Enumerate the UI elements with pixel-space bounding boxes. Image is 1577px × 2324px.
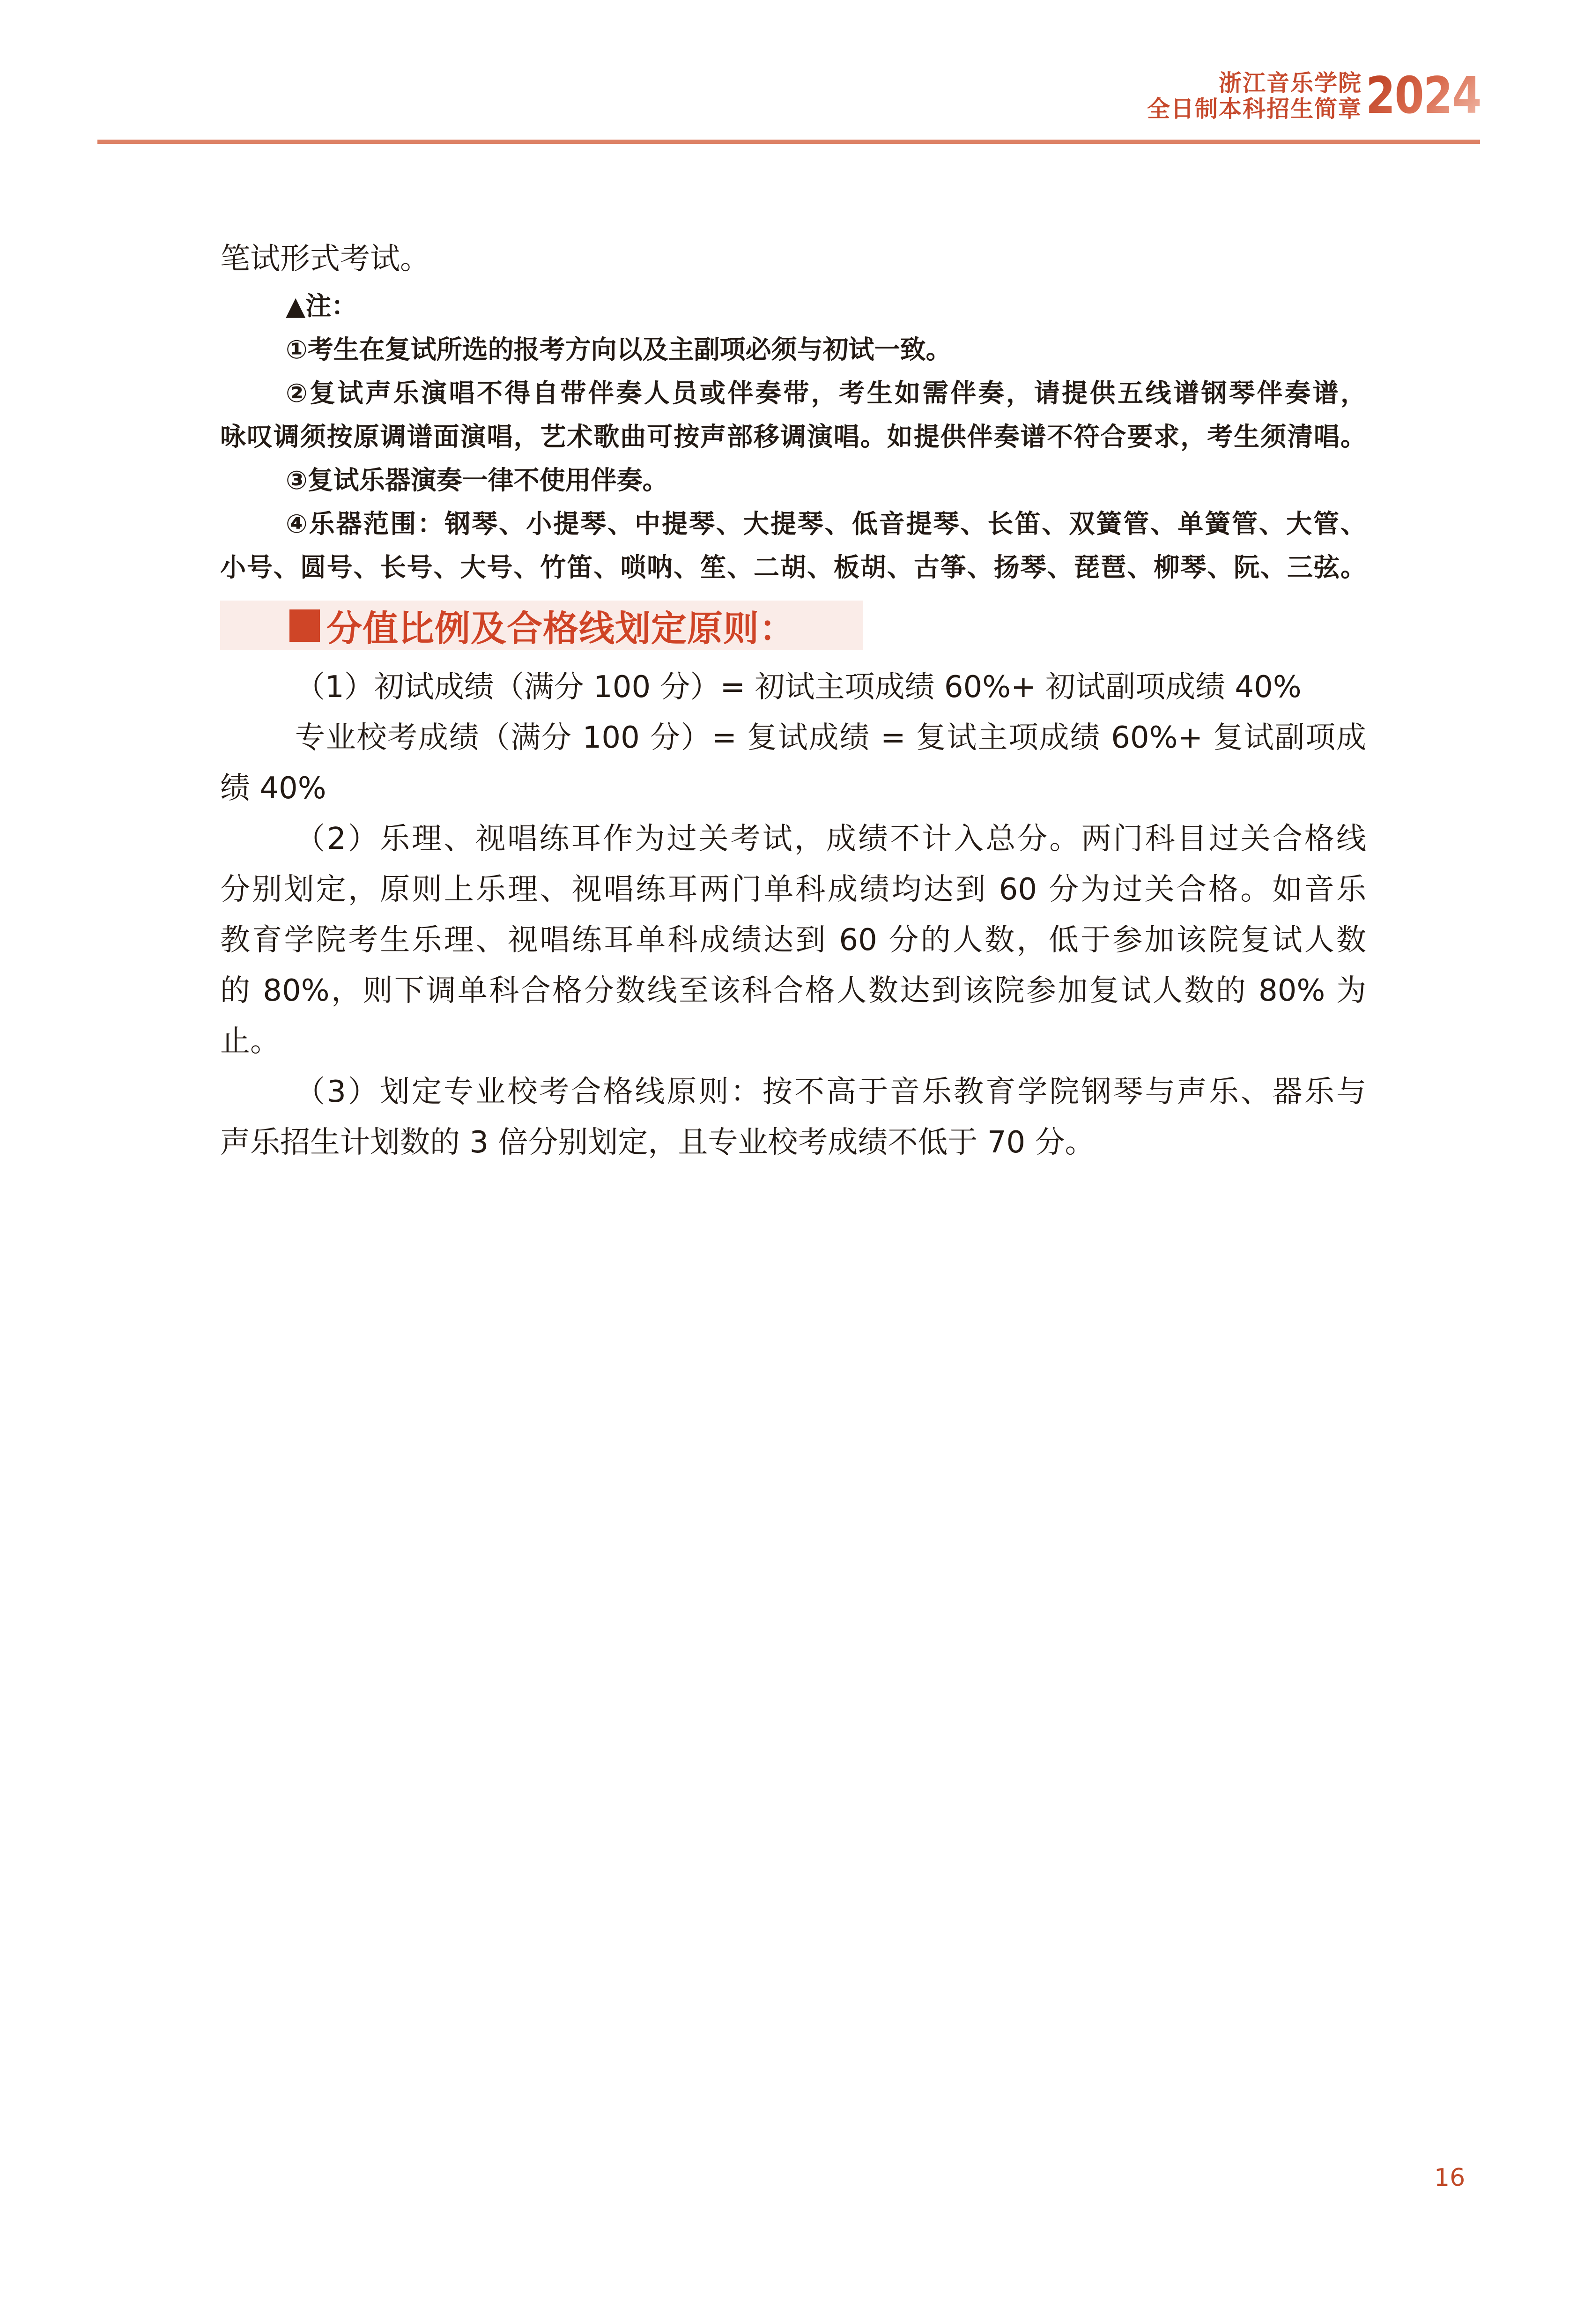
text-line: ①考生在复试所选的报考方向以及主副项必须与初试一致。 [286,334,952,364]
text-line: ②复试声乐演唱不得自带伴奏人员或伴奏带，考生如需伴奏，请提供五线谱钢琴伴奏谱， [286,378,1366,408]
text-line: ▲注： [286,291,357,321]
header-brochure-title: 全日制本科招生简章 [1147,96,1362,122]
header-school-name: 浙江音乐学院 [1218,70,1362,97]
notes-block [220,234,1366,589]
text-line: 分别划定，原则上乐理、视唱练耳两门单科成绩均达到 60 分为过关合格。如音乐 [220,872,1366,907]
text-line: 止。 [220,1024,280,1059]
text-line: 笔试形式考试。 [220,242,430,276]
text-line: 专业校考成绩（满分 100 分）= 复试成绩 = 复试主项成绩 60%+ 复试副项成 [295,720,1366,755]
section-heading: 分值比例及合格线划定原则： [326,607,795,649]
paragraphs-block [220,662,1366,1168]
page-number: 16 [1434,2164,1466,2192]
text-line: 小号、圆号、长号、大号、竹笛、唢呐、笙、二胡、板胡、古筝、扬琴、琵琶、柳琴、阮、三弦。 [220,552,1366,582]
text-line: 教育学院考生乐理、视唱练耳单科成绩达到 60 分的人数，低于参加该院复试人数 [220,923,1366,958]
text-line: 咏叹调须按原调谱面演唱，艺术歌曲可按声部移调演唱。如提供伴奏谱不符合要求，考生须清唱。 [220,422,1366,452]
header-rule [97,140,1480,144]
section-heading-band [220,601,863,650]
text-line: 绩 40% [220,771,326,806]
section-bullet-icon [289,609,320,642]
text-line: （1）初试成绩（满分 100 分）= 初试主项成绩 60%+ 初试副项成绩 40% [295,670,1302,705]
text-line: ④乐器范围：钢琴、小提琴、中提琴、大提琴、低音提琴、长笛、双簧管、单簧管、大管、 [286,509,1366,539]
text-line: （2）乐理、视唱练耳作为过关考试，成绩不计入总分。两门科目过关合格线 [295,822,1366,856]
text-line: ③复试乐器演奏一律不使用伴奏。 [286,465,668,495]
text-line: 的 80%，则下调单科合格分数线至该科合格人数达到该院参加复试人数的 80% 为 [220,973,1366,1008]
text-line: （3）划定专业校考合格线原则：按不高于音乐教育学院钢琴与声乐、器乐与 [295,1075,1366,1109]
text-line: 声乐招生计划数的 3 倍分别划定，且专业校考成绩不低于 70 分。 [220,1125,1095,1160]
header-year: 2024 [1366,67,1481,125]
header-title-block [1147,70,1362,122]
